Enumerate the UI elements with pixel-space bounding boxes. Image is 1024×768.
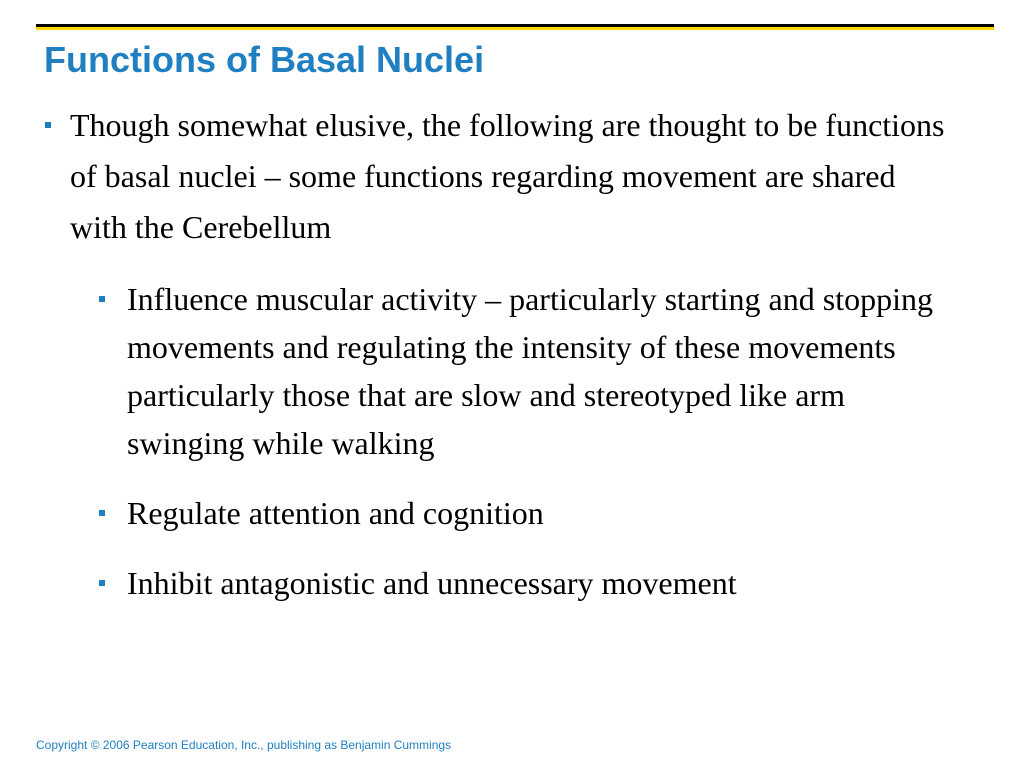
slide-title: Functions of Basal Nuclei xyxy=(44,39,485,80)
sub-bullet-item xyxy=(127,275,972,467)
main-bullet xyxy=(42,100,972,253)
square-bullet-icon xyxy=(99,510,105,516)
sub-bullet-item xyxy=(127,489,972,537)
sub-bullet-text: Regulate attention and cognition xyxy=(127,495,544,531)
bullet-list xyxy=(42,100,972,629)
main-bullet-text: Though somewhat elusive, the following are thought to be functions of basal nuclei – some functions regarding movement are shared with the Cerebellum xyxy=(70,107,945,245)
copyright-footer: Copyright © 2006 Pearson Education, Inc., publishing as Benjamin Cummings xyxy=(36,738,452,752)
square-bullet-icon xyxy=(45,122,51,128)
accent-rule xyxy=(36,27,994,30)
square-bullet-icon xyxy=(99,296,105,302)
sub-bullet-list xyxy=(42,275,972,607)
sub-bullet-text: Influence muscular activity – particularly starting and stopping movements and regulating the intensity of these movements particularly those that are slow and stereotyped like arm swinging while walking xyxy=(127,281,933,461)
sub-bullet-item xyxy=(127,559,972,607)
square-bullet-icon xyxy=(99,580,105,586)
sub-bullet-text: Inhibit antagonistic and unnecessary movement xyxy=(127,565,737,601)
